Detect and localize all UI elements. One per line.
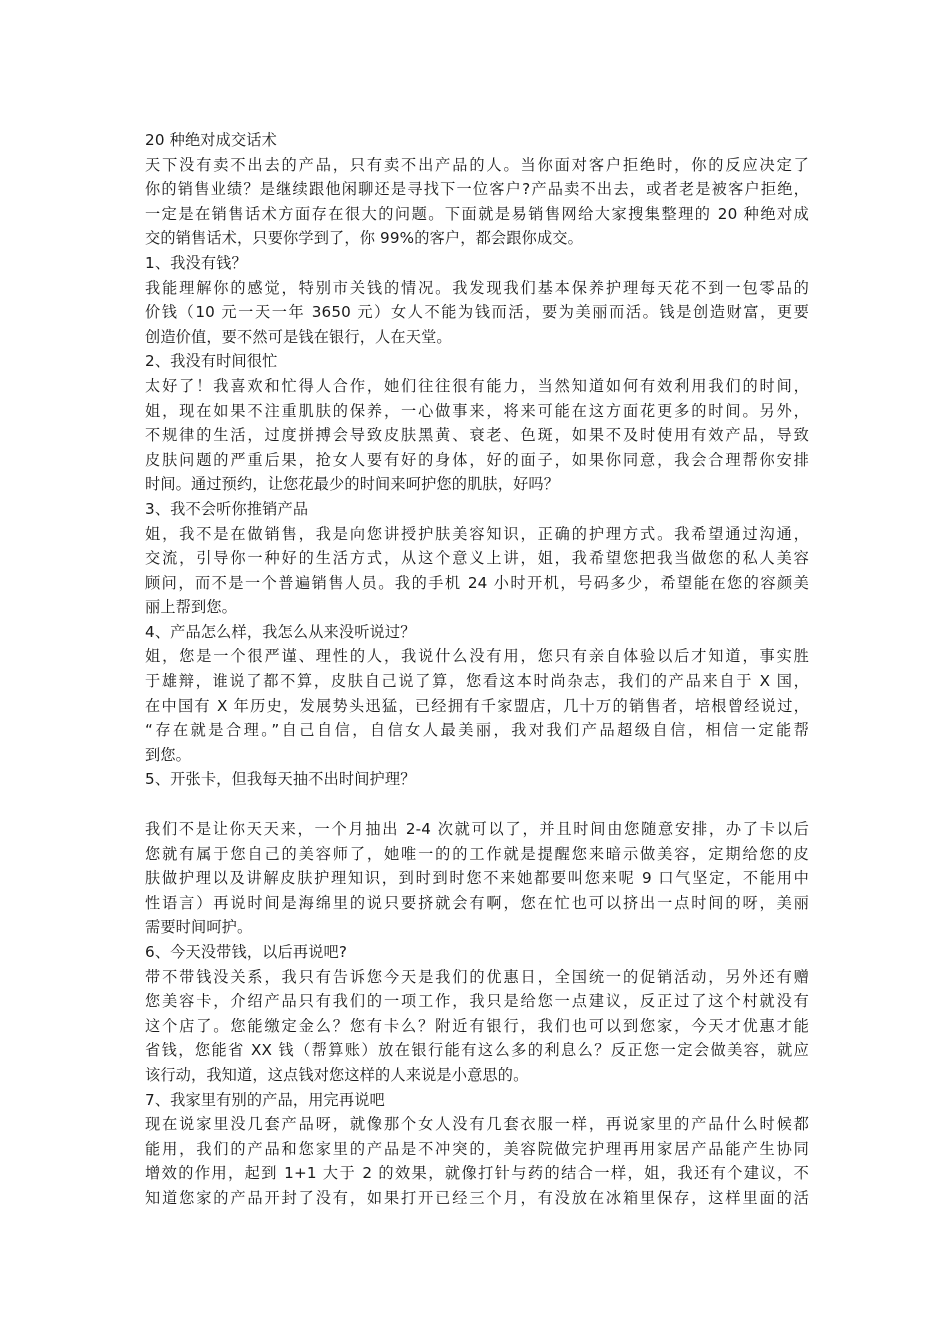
intro-line: 交的销售话术，只要你学到了，你 99%的客户，都会跟你成交。 [145, 229, 583, 248]
paragraph-line: 姐，现在如果不注重肌肤的保养，一心做事来，将来可能在这方面花更多的时间。另外， [145, 401, 809, 420]
paragraph-line: 现在说家里没几套产品呀，就像那个女人没有几套衣服一样，再说家里的产品什么时候都 [145, 1115, 809, 1134]
intro-line: 天下没有卖不出去的产品，只有卖不出产品的人。当你面对客户拒绝时，你的反应决定了 [145, 155, 809, 174]
section-heading: 2、我没有时间很忙 [145, 352, 278, 371]
paragraph-line: 交流，引导你一种好的生活方式，从这个意义上讲，姐，我希望您把我当做您的私人美容 [145, 549, 809, 568]
paragraph-line: 皮肤问题的严重后果，抢女人要有好的身体，好的面子，如果你同意，我会合理帮你安排 [145, 450, 809, 469]
paragraph-line: 需要时间呵护。 [145, 918, 253, 937]
paragraph-line: 肤做护理以及讲解皮肤护理知识，到时到时您不来她都要叫您来呢 9 口气坚定，不能用中 [145, 869, 809, 888]
paragraph-line: 姐，您是一个很严谨、理性的人，我说什么没有用，您只有亲自体验以后才知道，事实胜 [145, 647, 809, 666]
paragraph-line: 我们不是让你天天来，一个月抽出 2-4 次就可以了，并且时间由您随意安排，办了卡以后 [145, 820, 809, 839]
paragraph-line: 您就有属于您自己的美容师了，她唯一的的工作就是提醒您来暗示做美容，定期给您的皮 [145, 844, 809, 863]
paragraph-line: 我能理解你的感觉，特别市关钱的情况。我发现我们基本保养护理每天花不到一包零品的 [145, 278, 809, 297]
section-heading: 7、我家里有别的产品，用完再说吧 [145, 1090, 385, 1109]
paragraph-line: 带不带钱没关系，我只有告诉您今天是我们的优惠日，全国统一的促销活动，另外还有赠 [145, 967, 809, 986]
paragraph-line: 这个店了。您能缴定金么？您有卡么？附近有银行，我们也可以到您家，今天才优惠才能 [145, 1016, 809, 1035]
paragraph-line: 知道您家的产品开封了没有，如果打开已经三个月，有没放在冰箱里保存，这样里面的活 [145, 1188, 809, 1207]
paragraph-line: 性语言）再说时间是海绵里的说只要挤就会有啊，您在忙也可以挤出一点时间的呀，美丽 [145, 893, 809, 912]
section-heading: 4、产品怎么样，我怎么从来没听说过？ [145, 622, 416, 641]
paragraph-line: 在中国有 X 年历史，发展势头迅猛，已经拥有千家盟店，几十万的销售者，培根曾经说过， [145, 696, 809, 715]
paragraph-line: 顾问，而不是一个普遍销售人员。我的手机 24 小时开机，号码多少，希望能在您的容颜美 [145, 573, 809, 592]
paragraph-line: 不规律的生活，过度拼搏会导致皮肤黑黄、衰老、色斑，如果不及时使用有效产品，导致 [145, 426, 809, 445]
section-heading: 6、今天没带钱，以后再说吧? [145, 943, 348, 961]
paragraph-line: 于雄辩，谁说了都不算，皮肤自己说了算，您看这本时尚杂志，我们的产品来自于 X 国， [145, 672, 809, 691]
paragraph-line: 到您。 [145, 745, 192, 764]
paragraph-line: 您美容卡，介绍产品只有我们的一项工作，我只是给您一点建议，反正过了这个村就没有 [145, 992, 809, 1011]
blank-line [145, 792, 809, 817]
paragraph-line: 该行动，我知道，这点钱对您这样的人来说是小意思的。 [145, 1065, 529, 1084]
paragraph-line: 增效的作用，起到 1+1 大于 2 的效果，就像打针与药的结合一样，姐，我还有个建议，不 [145, 1164, 809, 1183]
paragraph-line: “存在就是合理。”自己自信，自信女人最美丽，我对我们产品超级自信，相信一定能帮 [145, 721, 809, 740]
paragraph-line: 省钱，您能省 XX 钱（帮算账）放在银行能有这么多的利息么？反正您一定会做美容，就应 [145, 1041, 809, 1060]
paragraph-line: 太好了！我喜欢和忙得人合作，她们往往很有能力，当然知道如何有效利用我们的时间， [145, 376, 809, 395]
section-heading: 1、我没有钱？ [145, 253, 247, 272]
paragraph-line: 能用，我们的产品和您家里的产品是不冲突的，美容院做完护理再用家居产品能产生协同 [145, 1139, 809, 1158]
paragraph-line: 丽上帮到您。 [145, 598, 238, 617]
document-title: 20 种绝对成交话术 [145, 131, 277, 149]
intro-line: 你的销售业绩？是继续跟他闲聊还是寻找下一位客户?产品卖不出去，或者老是被客户拒绝， [145, 180, 809, 199]
paragraph-line: 创造价值，要不然可是钱在银行，人在天堂。 [145, 327, 452, 346]
document-body [145, 128, 809, 1211]
paragraph-line: 姐，我不是在做销售，我是向您讲授护肤美容知识，正确的护理方式。我希望通过沟通， [145, 524, 809, 543]
paragraph-line: 价钱（10 元一天一年 3650 元）女人不能为钱而活，要为美丽而活。钱是创造财富，更要 [145, 303, 809, 322]
paragraph-line: 时间。通过预约，让您花最少的时间来呵护您的肌肤，好吗？ [145, 475, 560, 494]
section-heading: 5、开张卡，但我每天抽不出时间护理？ [145, 770, 416, 789]
intro-line: 一定是在销售话术方面存在很大的问题。下面就是易销售网给大家搜集整理的 20 种绝对成 [145, 204, 809, 223]
section-heading: 3、我不会听你推销产品 [145, 499, 309, 518]
